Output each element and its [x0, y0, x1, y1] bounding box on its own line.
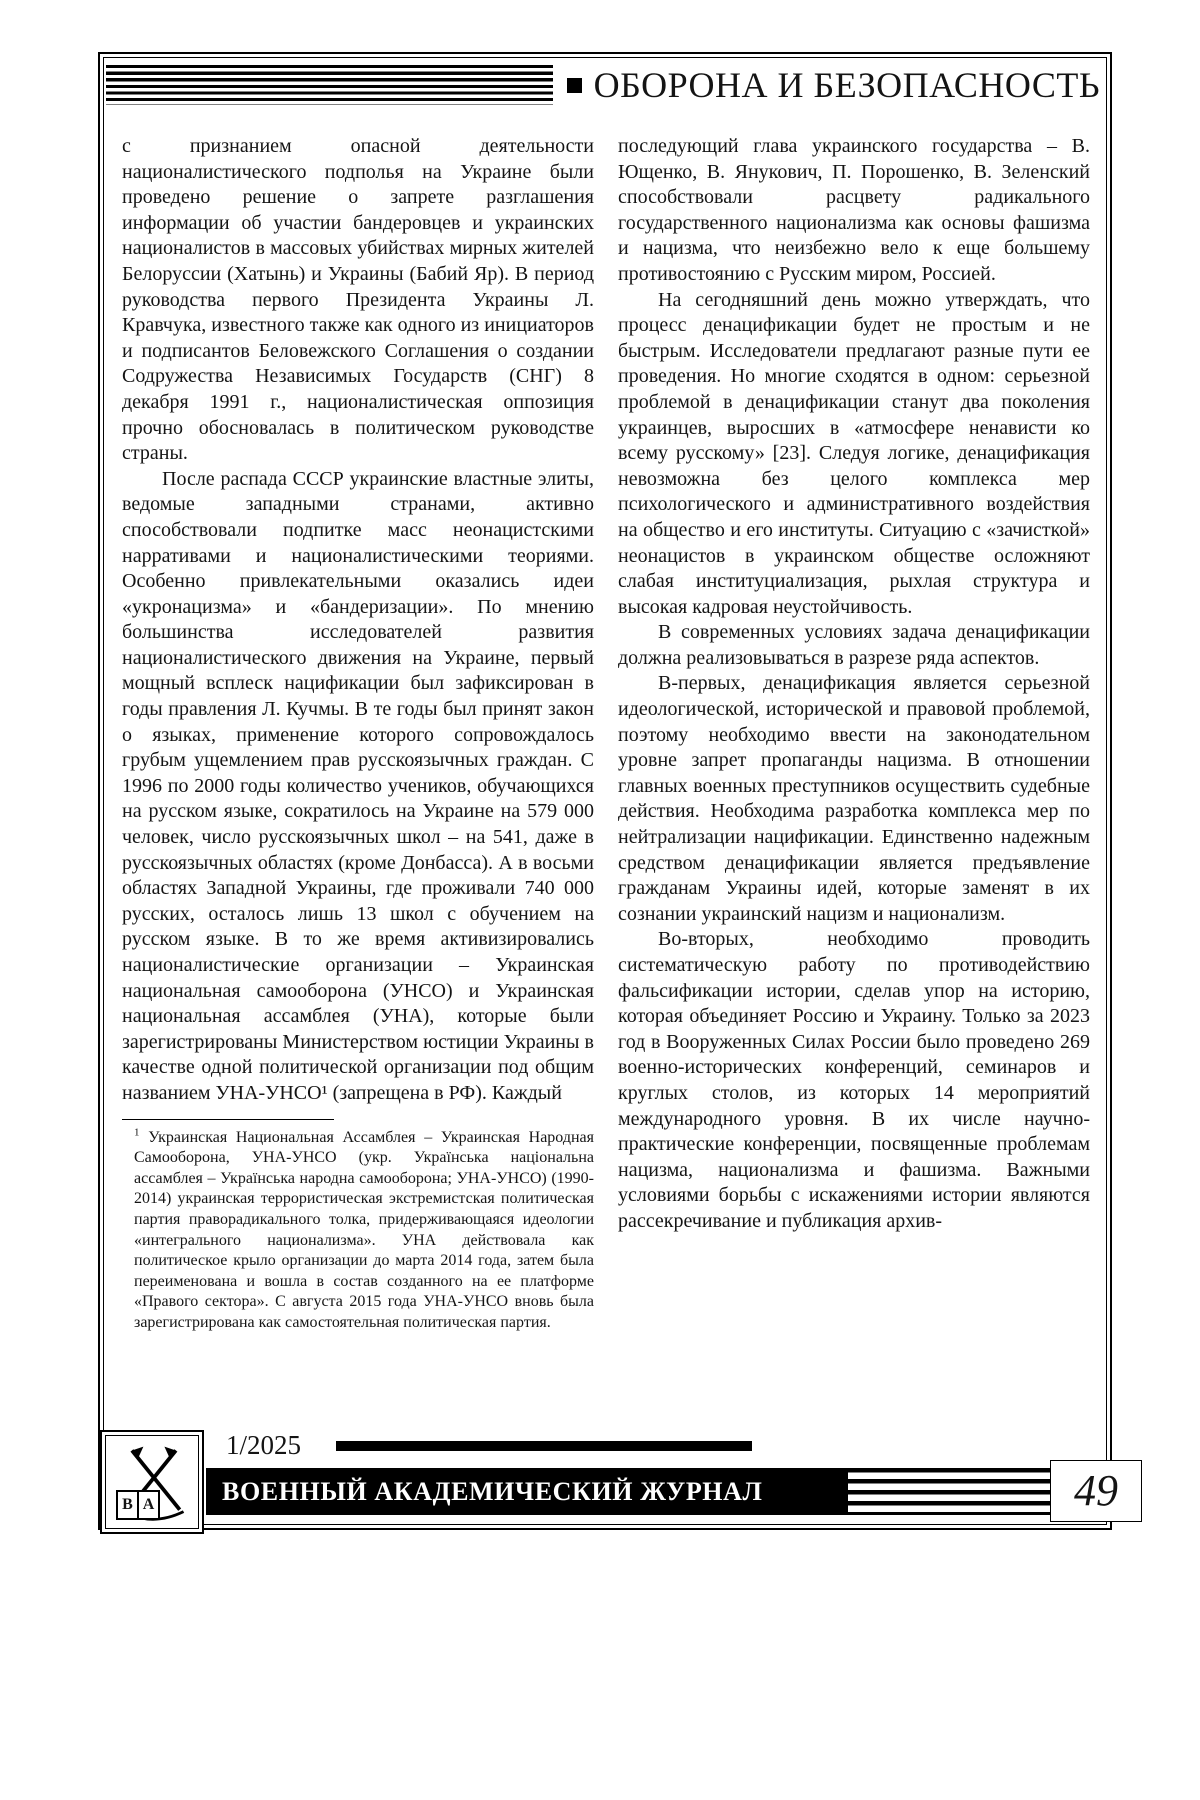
logo-shield: [116, 1490, 160, 1520]
logo-letter: В: [122, 1496, 133, 1513]
header-square-bullet: [567, 78, 582, 93]
journal-logo: [100, 1430, 204, 1534]
issue-rule-decoration: [336, 1441, 752, 1451]
section-header: [106, 62, 1104, 108]
section-title: ОБОРОНА И БЕЗОПАСНОСТЬ: [593, 65, 1100, 105]
page-body: [122, 134, 1090, 1424]
journal-title: ВОЕННЫЙ АКАДЕМИЧЕСКИЙ ЖУРНАЛ: [222, 1476, 763, 1506]
paragraph: После распада СССР украинские властные элиты, ведомые западными странами, активно способствовали подпитке масс неонацистскими нарративами и националистическими теориями. Особенно привлекательными оказались идеи «укронацизма» и «бандеризации». По мнению большинства исследователей развития националистического движения на Украине, первый мощный всплеск нацификации был зафиксирован в годы правления Л. Кучмы. В те годы был принят закон о языках, применение которого сопровождалось грубым ущемлением прав русскоязычных граждан. С 1996 по 2000 годы количество учеников, обучающихся на русском языке, сократилось на Украине на 579 000 человек, число русскоязычных школ – на 541, даже в русскоязычных областях (кроме Донбасса). А в восьми областях Западной Украины, где проживали 740 000 русских, осталось лишь 13 школ с обучением на русском языке. В то же время активизировались националистические организации – Украинская национальная самооборона (УНСО) и Украинская национальная ассамблея (УНА), которые были зарегистрированы Министерством юстиции Украины в качестве одной политической организации под общим названием УНА-УНСО¹ (запрещена в РФ). Каждый: [122, 467, 594, 1104]
paragraph: последующий глава украинского государства – В. Ющенко, В. Янукович, П. Порошенко, В. Зеленский способствовали расцвету радикального государственного национализма как основы фашизма и нацизма, что неизбежно вело к еще большему противостоянию с Русским миром, Россией.: [618, 135, 1090, 285]
journal-title-band: [206, 1468, 848, 1515]
logo-letter: А: [142, 1496, 155, 1513]
left-column: [122, 134, 594, 1424]
footnote-divider: [122, 1119, 334, 1120]
header-stripes-decoration: [106, 65, 553, 105]
paragraph: В современных условиях задача денацификации должна реализовываться в разрезе ряда аспектов.: [618, 621, 1090, 669]
right-column: [618, 134, 1090, 1424]
paragraph: Во-вторых, необходимо проводить систематическую работу по противодействию фальсификации истории, сделав упор на историю, которая объединяет Россию и Украину. Только за 2023 год в Вооруженных Силах России было проведено 269 военно-исторических конференций, семинаров и круглых столов, из которых 14 мероприятий международного уровня. В их числе научно-практические конференции, посвященные проблемам нацизма, национализма и фашизма. Важными условиями борьбы с искажениями истории являются рассекречивание и публикация архив-: [618, 928, 1090, 1232]
page-number-box: [1050, 1460, 1142, 1522]
page-number: 49: [1074, 1466, 1118, 1515]
paragraph: В-первых, денацификация является серьезной идеологической, исторической и правовой проблемой, поэтому необходимо ввести на законодательном уровне запрет пропаганды нацизма. В отношении главных военных преступников осуществить судебные действия. Необходима разработка комплекса мер по нейтрализации нацификации. Единственно надежным средством денацификации является предъявление гражданам Украины идей, которые заменят в их сознании украинский нацизм и национализм.: [618, 672, 1090, 925]
footnote-marker: 1: [134, 1126, 140, 1139]
paragraph: с признанием опасной деятельности националистического подполья на Украине были проведено решение о запрете разглашения информации об участии бандеровцев и украинских националистов в массовых убийствах мирных жителей Белоруссии (Хатынь) и Украины (Бабий Яр). В период руководства первого Президента Украины Л. Кравчука, известного также как одного из инициаторов и подписантов Беловежского Соглашения о создании Содружества Независимых Государств (СНГ) 8 декабря 1991 г., националистическая оппозиция прочно обосновалась в политическом руководстве страны.: [122, 135, 595, 465]
issue-number: 1/2025: [226, 1430, 302, 1460]
footnote-text: Украинская Национальная Ассамблея – Украинская Народная Самооборона, УНА-УНСО (укр. Українська національна ассамблея – Українська народна самооборона; УНА-УНСО) (1990-2014) украинская террористическая экстремистская политическая партия праворадикального толка, придерживающаяся идеологии «интегрального национализма». УНА действовала как политическое крыло организации до марта 2014 года, затем была переименована и вошла в состав созданного на ее платформе «Правого сектора». С августа 2015 года УНА-УНСО вновь была зарегистрирована как самостоятельная политическая партия.: [134, 1128, 594, 1331]
footnote: [122, 1128, 594, 1334]
paragraph: На сегодняшний день можно утверждать, что процесс денацификации будет не простым и не быстрым. Исследователи предлагают разные пути ее проведения. Но многие сходятся в одном: серьезной проблемой в денацификации станут два поколения украинцев, выросших в «атмосфере ненависти ко всему русскому» [23]. Следуя логике, денацификация невозможна без целого комплекса мер психологического и административного воздействия на общество и его институты. Ситуацию с «зачисткой» неонацистов в украинском обществе осложняют слабая институциализация, рыхлая структура и высокая кадровая неустойчивость.: [618, 288, 1090, 618]
